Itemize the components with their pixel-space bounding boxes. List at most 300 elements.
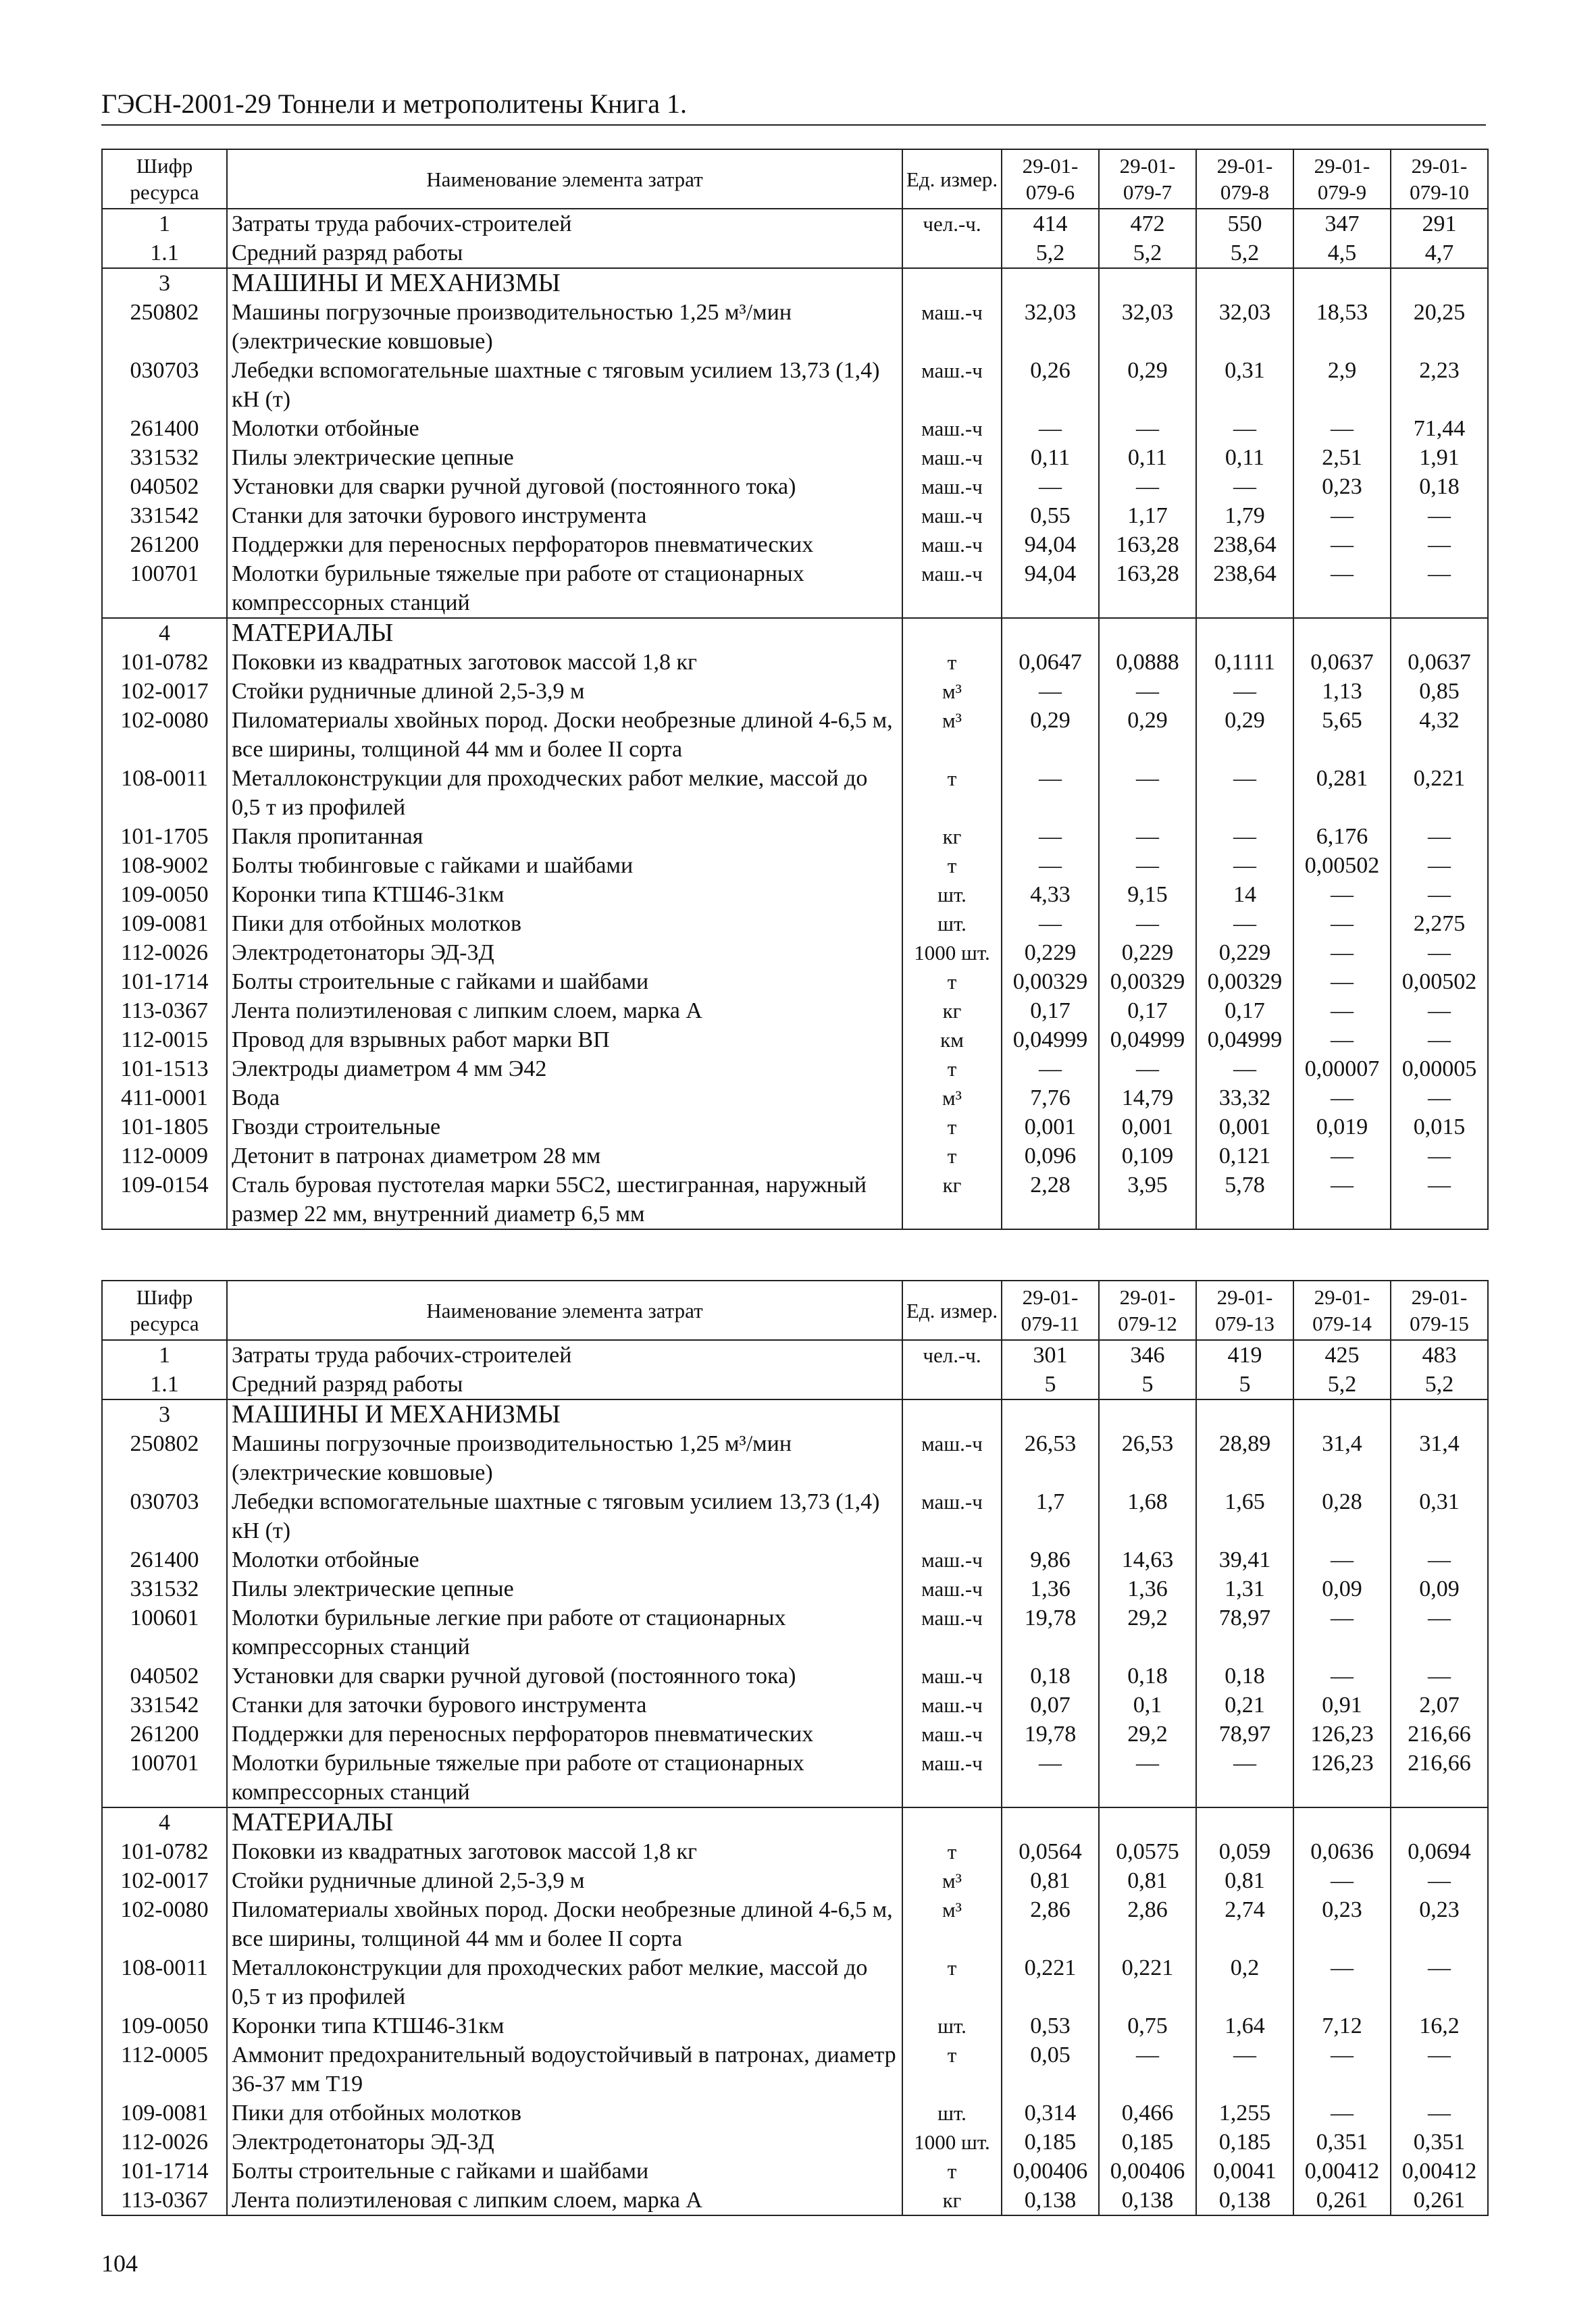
norm-value: 5 — [1196, 1370, 1293, 1399]
norm-value: 18,53 — [1293, 298, 1391, 356]
table-row — [102, 1487, 1488, 1545]
norm-value: 28,89 — [1196, 1429, 1293, 1487]
norm-value — [1391, 268, 1488, 298]
unit: маш.-ч — [902, 1662, 1002, 1691]
norm-value: 0,29 — [1099, 356, 1196, 414]
table-row — [102, 1953, 1488, 2011]
norm-value: 0,0637 — [1391, 648, 1488, 677]
norm-value: 0,015 — [1391, 1112, 1488, 1141]
unit: маш.-ч — [902, 1691, 1002, 1720]
norm-value: 0,1111 — [1196, 648, 1293, 677]
cost-element-name: Пакля пропитанная — [227, 822, 902, 851]
norm-value: 2,86 — [1002, 1895, 1099, 1953]
column-header-code: Шифр ресурса — [102, 149, 227, 209]
cost-element-name: Установки для сварки ручной дуговой (постоянного тока) — [227, 1662, 902, 1691]
unit: кг — [902, 822, 1002, 851]
norm-value: — — [1293, 1662, 1391, 1691]
norm-value: 163,28 — [1099, 559, 1196, 618]
unit — [902, 1807, 1002, 1837]
resource-code: 101-1714 — [102, 967, 227, 996]
resource-code: 100701 — [102, 559, 227, 618]
norm-value: 9,86 — [1002, 1545, 1099, 1574]
norm-value: — — [1391, 1603, 1488, 1662]
norm-value: 0,29 — [1196, 706, 1293, 764]
norm-value: 0,281 — [1293, 764, 1391, 822]
norm-value: 1,31 — [1196, 1574, 1293, 1603]
norm-value: 0,00329 — [1196, 967, 1293, 996]
table-row — [102, 764, 1488, 822]
resource-code: 1 — [102, 1340, 227, 1370]
unit: маш.-ч — [902, 356, 1002, 414]
unit: шт. — [902, 909, 1002, 938]
resource-code: 113-0367 — [102, 996, 227, 1025]
norm-value: 78,97 — [1196, 1603, 1293, 1662]
norm-value: 0,0636 — [1293, 1837, 1391, 1866]
norm-value: 0,0647 — [1002, 648, 1099, 677]
unit: маш.-ч — [902, 414, 1002, 443]
norm-value: — — [1099, 822, 1196, 851]
table-row — [102, 2099, 1488, 2128]
cost-element-name: Пилы электрические цепные — [227, 1574, 902, 1603]
resource-code: 112-0009 — [102, 1141, 227, 1171]
norm-value: 425 — [1293, 1340, 1391, 1370]
norm-value — [1293, 618, 1391, 648]
table-row — [102, 1662, 1488, 1691]
norm-value: 0,18 — [1099, 1662, 1196, 1691]
cost-element-name: Болты строительные с гайками и шайбами — [227, 2157, 902, 2186]
norm-value — [1002, 1807, 1099, 1837]
norm-value — [1002, 268, 1099, 298]
norm-value: 0,059 — [1196, 1837, 1293, 1866]
norm-value: 0,91 — [1293, 1691, 1391, 1720]
section-row — [102, 268, 1488, 298]
norm-value: 0,31 — [1391, 1487, 1488, 1545]
norm-value: — — [1293, 1141, 1391, 1171]
resource-code: 100701 — [102, 1749, 227, 1807]
norm-value: 16,2 — [1391, 2011, 1488, 2040]
unit: км — [902, 1025, 1002, 1054]
norm-value: 0,0637 — [1293, 648, 1391, 677]
unit: маш.-ч — [902, 472, 1002, 501]
unit: м³ — [902, 706, 1002, 764]
table-row — [102, 1083, 1488, 1112]
norm-value: 0,18 — [1196, 1662, 1293, 1691]
norm-value: 1,36 — [1002, 1574, 1099, 1603]
section-title: МАТЕРИАЛЫ — [227, 618, 902, 648]
norm-value: 0,138 — [1196, 2186, 1293, 2215]
norm-value: — — [1391, 2040, 1488, 2099]
table-row — [102, 1895, 1488, 1953]
norm-value: 347 — [1293, 209, 1391, 238]
cost-element-name: Пики для отбойных молотков — [227, 2099, 902, 2128]
norm-value: 301 — [1002, 1340, 1099, 1370]
norm-value: 29,2 — [1099, 1720, 1196, 1749]
unit: т — [902, 2040, 1002, 2099]
norm-value: 126,23 — [1293, 1720, 1391, 1749]
norm-value: — — [1293, 1545, 1391, 1574]
cost-element-name: Лебедки вспомогательные шахтные с тяговым усилием 13,73 (1,4) кН (т) — [227, 1487, 902, 1545]
norm-value: — — [1293, 938, 1391, 967]
resource-code: 109-0050 — [102, 2011, 227, 2040]
norm-value: 0,18 — [1002, 1662, 1099, 1691]
unit — [902, 1399, 1002, 1429]
table-row — [102, 1340, 1488, 1370]
norm-value: — — [1391, 938, 1488, 967]
norm-value: 0,001 — [1196, 1112, 1293, 1141]
norm-value: 1,64 — [1196, 2011, 1293, 2040]
norm-value: 0,17 — [1099, 996, 1196, 1025]
norm-value: — — [1196, 414, 1293, 443]
norm-value: — — [1099, 764, 1196, 822]
table-row — [102, 472, 1488, 501]
norm-value: 0,0694 — [1391, 1837, 1488, 1866]
resource-code: 1.1 — [102, 1370, 227, 1399]
norm-value: 0,04999 — [1002, 1025, 1099, 1054]
norm-value: 5 — [1099, 1370, 1196, 1399]
norm-value: 0,28 — [1293, 1487, 1391, 1545]
norm-value: 14,79 — [1099, 1083, 1196, 1112]
norm-value — [1002, 1399, 1099, 1429]
norm-value: 1,7 — [1002, 1487, 1099, 1545]
column-header-norm: 29-01-079-9 — [1293, 149, 1391, 209]
norm-value: 20,25 — [1391, 298, 1488, 356]
column-header-norm: 29-01-079-12 — [1099, 1281, 1196, 1340]
norm-value: 1,36 — [1099, 1574, 1196, 1603]
table-row — [102, 938, 1488, 967]
norm-value: — — [1196, 764, 1293, 822]
norm-value: 0,185 — [1196, 2128, 1293, 2157]
resource-code: 040502 — [102, 472, 227, 501]
norm-value: 0,221 — [1391, 764, 1488, 822]
table-row — [102, 238, 1488, 268]
norm-value: — — [1002, 909, 1099, 938]
norm-value — [1293, 268, 1391, 298]
norm-value: — — [1391, 880, 1488, 909]
resource-code: 331542 — [102, 501, 227, 530]
norm-value: 26,53 — [1002, 1429, 1099, 1487]
table-row — [102, 967, 1488, 996]
unit: шт. — [902, 2099, 1002, 2128]
unit: маш.-ч — [902, 443, 1002, 472]
resource-code: 108-0011 — [102, 764, 227, 822]
unit: кг — [902, 996, 1002, 1025]
table-row — [102, 706, 1488, 764]
table-row — [102, 648, 1488, 677]
norm-value: 0,229 — [1099, 938, 1196, 967]
norm-value: 0,221 — [1099, 1953, 1196, 2011]
norm-value: 0,21 — [1196, 1691, 1293, 1720]
norm-value: 0,53 — [1002, 2011, 1099, 2040]
norm-value: 78,97 — [1196, 1720, 1293, 1749]
norm-value: — — [1391, 559, 1488, 618]
norm-value: 5,2 — [1293, 1370, 1391, 1399]
norm-value — [1196, 268, 1293, 298]
norm-value: — — [1391, 1953, 1488, 2011]
norm-value: 0,81 — [1002, 1866, 1099, 1895]
norm-value: — — [1196, 2040, 1293, 2099]
norm-value: 5,2 — [1002, 238, 1099, 268]
unit: 1000 шт. — [902, 938, 1002, 967]
resource-code: 331532 — [102, 1574, 227, 1603]
norm-value: — — [1391, 2099, 1488, 2128]
norm-value — [1293, 1399, 1391, 1429]
table-row — [102, 1574, 1488, 1603]
norm-value: 0,185 — [1002, 2128, 1099, 2157]
norm-value: 0,26 — [1002, 356, 1099, 414]
column-header-norm: 29-01-079-6 — [1002, 149, 1099, 209]
norm-value: 4,33 — [1002, 880, 1099, 909]
norm-value: — — [1099, 851, 1196, 880]
cost-element-name: Молотки бурильные тяжелые при работе от стационарных компрессорных станций — [227, 1749, 902, 1807]
norm-value: 26,53 — [1099, 1429, 1196, 1487]
column-header-name: Наименование элемента затрат — [227, 149, 902, 209]
norm-value: 0,0564 — [1002, 1837, 1099, 1866]
cost-element-name: Вода — [227, 1083, 902, 1112]
resource-code: 112-0026 — [102, 938, 227, 967]
norm-value: — — [1196, 472, 1293, 501]
table-header-row — [102, 149, 1488, 209]
norm-value: 4,7 — [1391, 238, 1488, 268]
norm-value: 0,221 — [1002, 1953, 1099, 2011]
norm-value: 0,138 — [1002, 2186, 1099, 2215]
norm-value: — — [1293, 2040, 1391, 2099]
norm-value: 1,255 — [1196, 2099, 1293, 2128]
norm-value: — — [1099, 677, 1196, 706]
norm-value: — — [1293, 1025, 1391, 1054]
resource-code: 261400 — [102, 414, 227, 443]
norm-value: 0,85 — [1391, 677, 1488, 706]
norm-value: 0,0575 — [1099, 1837, 1196, 1866]
norm-value: 0,0041 — [1196, 2157, 1293, 2186]
norm-value: 0,23 — [1293, 472, 1391, 501]
norm-value: 14,63 — [1099, 1545, 1196, 1574]
norm-value: 7,12 — [1293, 2011, 1391, 2040]
norm-value: 0,81 — [1196, 1866, 1293, 1895]
norm-value: — — [1196, 851, 1293, 880]
norm-value: 2,51 — [1293, 443, 1391, 472]
cost-element-name: Электродетонаторы ЭД-3Д — [227, 2128, 902, 2157]
norm-value: 238,64 — [1196, 530, 1293, 559]
table-row — [102, 1866, 1488, 1895]
norm-value: 483 — [1391, 1340, 1488, 1370]
table-row — [102, 1370, 1488, 1399]
norm-value: 1,17 — [1099, 501, 1196, 530]
cost-element-name: Машины погрузочные производительностью 1,25 м³/мин (электрические ковшовые) — [227, 298, 902, 356]
norm-value: — — [1391, 1171, 1488, 1229]
cost-element-name: Провод для взрывных работ марки ВП — [227, 1025, 902, 1054]
norm-value: — — [1293, 2099, 1391, 2128]
section-row — [102, 1807, 1488, 1837]
cost-element-name: Болты тюбинговые с гайками и шайбами — [227, 851, 902, 880]
table-row — [102, 1720, 1488, 1749]
table-row — [102, 1603, 1488, 1662]
norm-value: — — [1196, 822, 1293, 851]
cost-element-name: Средний разряд работы — [227, 238, 902, 268]
cost-element-name: Затраты труда рабочих-строителей — [227, 1340, 902, 1370]
norm-value: — — [1391, 996, 1488, 1025]
table-row — [102, 2186, 1488, 2215]
norm-value: 0,00406 — [1002, 2157, 1099, 2186]
table-row — [102, 2011, 1488, 2040]
unit: маш.-ч — [902, 298, 1002, 356]
norm-value: 0,109 — [1099, 1141, 1196, 1171]
cost-element-name: Коронки типа КТШ46-31км — [227, 880, 902, 909]
cost-element-name: Станки для заточки бурового инструмента — [227, 501, 902, 530]
cost-element-name: Поковки из квадратных заготовок массой 1,8 кг — [227, 1837, 902, 1866]
unit: т — [902, 1837, 1002, 1866]
norm-value: 33,32 — [1196, 1083, 1293, 1112]
table-row — [102, 2128, 1488, 2157]
cost-element-name: Стойки рудничные длиной 2,5-3,9 м — [227, 677, 902, 706]
norm-value: — — [1099, 1054, 1196, 1083]
unit — [902, 618, 1002, 648]
norm-value: 0,11 — [1002, 443, 1099, 472]
norm-value: 32,03 — [1099, 298, 1196, 356]
norm-value — [1391, 618, 1488, 648]
norm-value: 5,2 — [1196, 238, 1293, 268]
norm-value: 0,185 — [1099, 2128, 1196, 2157]
norm-value: 0,23 — [1391, 1895, 1488, 1953]
norm-value: 2,86 — [1099, 1895, 1196, 1953]
column-header-code: Шифр ресурса — [102, 1281, 227, 1340]
norm-value: 0,019 — [1293, 1112, 1391, 1141]
norm-value: — — [1002, 677, 1099, 706]
norm-table-1 — [101, 149, 1489, 1230]
unit: 1000 шт. — [902, 2128, 1002, 2157]
norm-value: 0,17 — [1002, 996, 1099, 1025]
table-row — [102, 501, 1488, 530]
cost-element-name: Коронки типа КТШ46-31км — [227, 2011, 902, 2040]
cost-element-name: Болты строительные с гайками и шайбами — [227, 967, 902, 996]
table-row — [102, 1749, 1488, 1807]
unit: маш.-ч — [902, 1429, 1002, 1487]
norm-value — [1099, 1399, 1196, 1429]
norm-value: 0,00329 — [1099, 967, 1196, 996]
resource-code: 108-9002 — [102, 851, 227, 880]
norm-value: 19,78 — [1002, 1603, 1099, 1662]
cost-element-name: Лента полиэтиленовая с липким слоем, марка А — [227, 2186, 902, 2215]
cost-element-name: Аммонит предохранительный водоустойчивый в патронах, диаметр 36-37 мм Т19 — [227, 2040, 902, 2099]
norm-value: 0,096 — [1002, 1141, 1099, 1171]
unit: т — [902, 1953, 1002, 2011]
norm-value: — — [1293, 559, 1391, 618]
column-header-name: Наименование элемента затрат — [227, 1281, 902, 1340]
resource-code: 3 — [102, 1399, 227, 1429]
unit: кг — [902, 1171, 1002, 1229]
cost-element-name: Поддержки для переносных перфораторов пневматических — [227, 1720, 902, 1749]
column-header-unit: Ед. измер. — [902, 1281, 1002, 1340]
norm-value: 0,00412 — [1293, 2157, 1391, 2186]
norm-value: — — [1293, 967, 1391, 996]
norm-value: 0,11 — [1099, 443, 1196, 472]
column-header-norm: 29-01-079-7 — [1099, 149, 1196, 209]
norm-value: 419 — [1196, 1340, 1293, 1370]
resource-code: 109-0081 — [102, 2099, 227, 2128]
norm-value: 2,28 — [1002, 1171, 1099, 1229]
norm-value: — — [1099, 1749, 1196, 1807]
cost-element-name: Поковки из квадратных заготовок массой 1,8 кг — [227, 648, 902, 677]
norm-value: 0,001 — [1099, 1112, 1196, 1141]
resource-code: 411-0001 — [102, 1083, 227, 1112]
norm-value: — — [1196, 1749, 1293, 1807]
cost-element-name: Пики для отбойных молотков — [227, 909, 902, 938]
norm-value: 0,00007 — [1293, 1054, 1391, 1083]
norm-value: 32,03 — [1002, 298, 1099, 356]
norm-value: — — [1391, 1083, 1488, 1112]
cost-element-name: Установки для сварки ручной дуговой (постоянного тока) — [227, 472, 902, 501]
cost-element-name: Гвозди строительные — [227, 1112, 902, 1141]
resource-code: 261200 — [102, 1720, 227, 1749]
unit: маш.-ч — [902, 1487, 1002, 1545]
norm-table-2 — [101, 1280, 1489, 2216]
norm-value: — — [1002, 1054, 1099, 1083]
norm-value: 5,2 — [1099, 238, 1196, 268]
table-row — [102, 356, 1488, 414]
unit — [902, 268, 1002, 298]
norm-value: 29,2 — [1099, 1603, 1196, 1662]
unit: т — [902, 1054, 1002, 1083]
norm-value: 0,75 — [1099, 2011, 1196, 2040]
norm-value: 0,00329 — [1002, 967, 1099, 996]
column-header-norm: 29-01-079-10 — [1391, 149, 1488, 209]
resource-code: 1 — [102, 209, 227, 238]
norm-value: — — [1293, 1866, 1391, 1895]
column-header-norm: 29-01-079-15 — [1391, 1281, 1488, 1340]
norm-value: — — [1391, 1545, 1488, 1574]
cost-element-name: Пиломатериалы хвойных пород. Доски необрезные длиной 4-6,5 м, все ширины, толщиной 44 мм и более II сорта — [227, 706, 902, 764]
resource-code: 101-1714 — [102, 2157, 227, 2186]
norm-value: 0,00502 — [1293, 851, 1391, 880]
column-header-norm: 29-01-079-11 — [1002, 1281, 1099, 1340]
norm-value: 2,23 — [1391, 356, 1488, 414]
norm-value: — — [1293, 996, 1391, 1025]
unit: м³ — [902, 1866, 1002, 1895]
table-row — [102, 1025, 1488, 1054]
section-title: МАШИНЫ И МЕХАНИЗМЫ — [227, 1399, 902, 1429]
norm-value: 0,229 — [1196, 938, 1293, 967]
norm-value: — — [1293, 880, 1391, 909]
resource-code: 108-0011 — [102, 1953, 227, 2011]
norm-value: 7,76 — [1002, 1083, 1099, 1112]
unit: маш.-ч — [902, 1749, 1002, 1807]
cost-element-name: Молотки отбойные — [227, 1545, 902, 1574]
unit: т — [902, 764, 1002, 822]
norm-value: 5 — [1002, 1370, 1099, 1399]
resource-code: 109-0050 — [102, 880, 227, 909]
norm-value: — — [1002, 472, 1099, 501]
norm-value: 0,229 — [1002, 938, 1099, 967]
norm-value — [1293, 1807, 1391, 1837]
section-row — [102, 618, 1488, 648]
cost-element-name: Электродетонаторы ЭД-3Д — [227, 938, 902, 967]
norm-value: 31,4 — [1391, 1429, 1488, 1487]
norm-value: 0,09 — [1293, 1574, 1391, 1603]
norm-value: 0,466 — [1099, 2099, 1196, 2128]
norm-value: 94,04 — [1002, 559, 1099, 618]
resource-code: 261200 — [102, 530, 227, 559]
unit — [902, 238, 1002, 268]
table-body — [102, 1340, 1488, 2215]
unit: шт. — [902, 880, 1002, 909]
norm-value: — — [1293, 1171, 1391, 1229]
column-header-norm: 29-01-079-14 — [1293, 1281, 1391, 1340]
table-row — [102, 909, 1488, 938]
resource-code: 101-0782 — [102, 648, 227, 677]
resource-code: 331542 — [102, 1691, 227, 1720]
norm-value: — — [1293, 414, 1391, 443]
norm-value: 2,275 — [1391, 909, 1488, 938]
norm-value — [1196, 1399, 1293, 1429]
